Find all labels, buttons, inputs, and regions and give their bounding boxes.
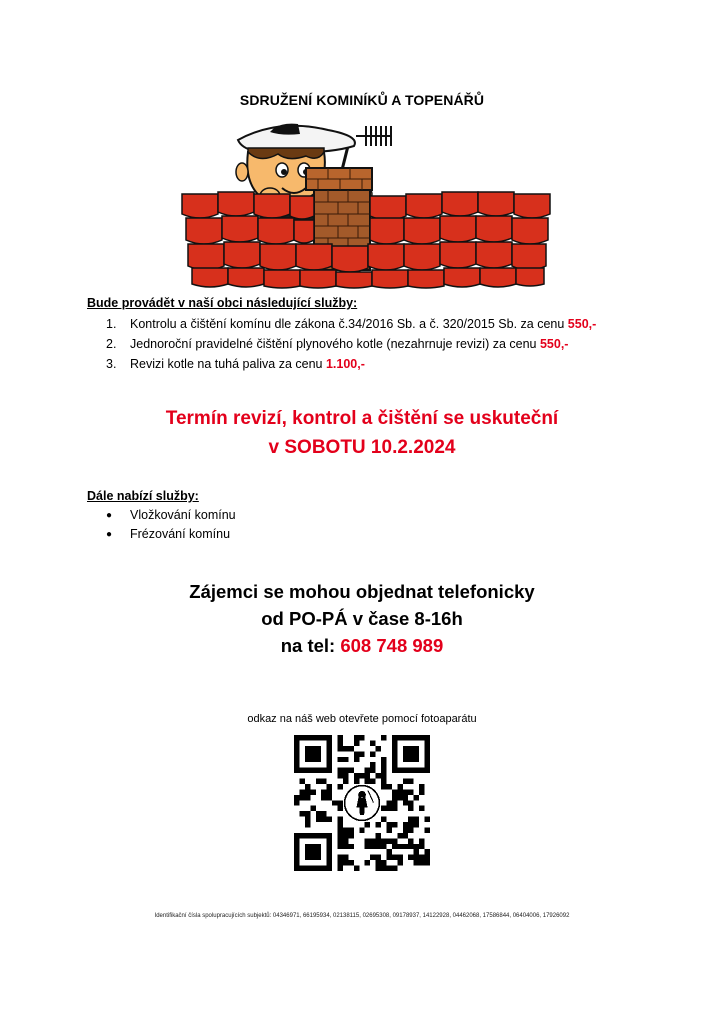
qr-code-icon[interactable] bbox=[294, 735, 430, 871]
announcement bbox=[0, 404, 724, 462]
service-number: 2. bbox=[106, 337, 117, 351]
announcement-date: v SOBOTU 10.2.2024 bbox=[268, 437, 456, 458]
contact-line: Zájemci se mohou objednat telefonicky bbox=[189, 581, 535, 602]
service-price: 550,- bbox=[567, 317, 597, 331]
service-text: Kontrolu a čištění komínu dle zákona č.34/2016 Sb. a č. 320/2015 Sb. za cenu bbox=[130, 317, 568, 331]
service-item bbox=[106, 314, 596, 334]
extra-services-list bbox=[106, 506, 236, 544]
service-price: 1.100,- bbox=[325, 357, 365, 371]
contact-hours: od PO-PÁ v čase 8-16h bbox=[261, 608, 463, 629]
extra-service-text: Frézování komínu bbox=[130, 527, 231, 541]
extra-service-item bbox=[106, 506, 236, 525]
service-item bbox=[106, 334, 596, 354]
service-text: Jednoroční pravidelné čištění plynového kotle (nezahrnuje revizi) za cenu bbox=[130, 337, 540, 351]
service-price: 550,- bbox=[539, 337, 569, 351]
services-heading: Bude provádět v naší obci následující služby: bbox=[87, 296, 358, 310]
bullet-icon: ● bbox=[106, 510, 113, 521]
service-number: 3. bbox=[106, 357, 117, 371]
extra-services-heading: Dále nabízí služby: bbox=[87, 489, 199, 503]
service-text: Revizi kotle na tuhá paliva za cenu bbox=[130, 357, 326, 371]
chimney-sweep-illustration bbox=[178, 118, 556, 290]
bullet-icon: ● bbox=[106, 529, 113, 540]
contact-phone-line bbox=[0, 632, 724, 659]
extra-service-item bbox=[106, 525, 236, 544]
contact-block bbox=[0, 578, 724, 659]
phone-prefix: na tel: bbox=[280, 635, 341, 656]
web-note: odkaz na náš web otevřete pomocí fotoaparátu bbox=[247, 713, 477, 725]
phone-number[interactable]: 608 748 989 bbox=[340, 635, 444, 656]
services-list bbox=[106, 314, 596, 374]
footer-ids: Identifikační čísla spolupracujících subjektů: 04346971, 66195934, 02138115, 02695308, 09178937, 14122928, 04462068, 17586844, 06404006, 17926092 bbox=[154, 913, 570, 919]
service-number: 1. bbox=[106, 317, 117, 331]
announcement-line: Termín revizí, kontrol a čištění se uskuteční bbox=[165, 408, 559, 429]
extra-service-text: Vložkování komínu bbox=[130, 508, 236, 522]
service-item bbox=[106, 354, 596, 374]
page-title: SDRUŽENÍ KOMINÍKŮ A TOPENÁŘŮ bbox=[239, 92, 485, 108]
